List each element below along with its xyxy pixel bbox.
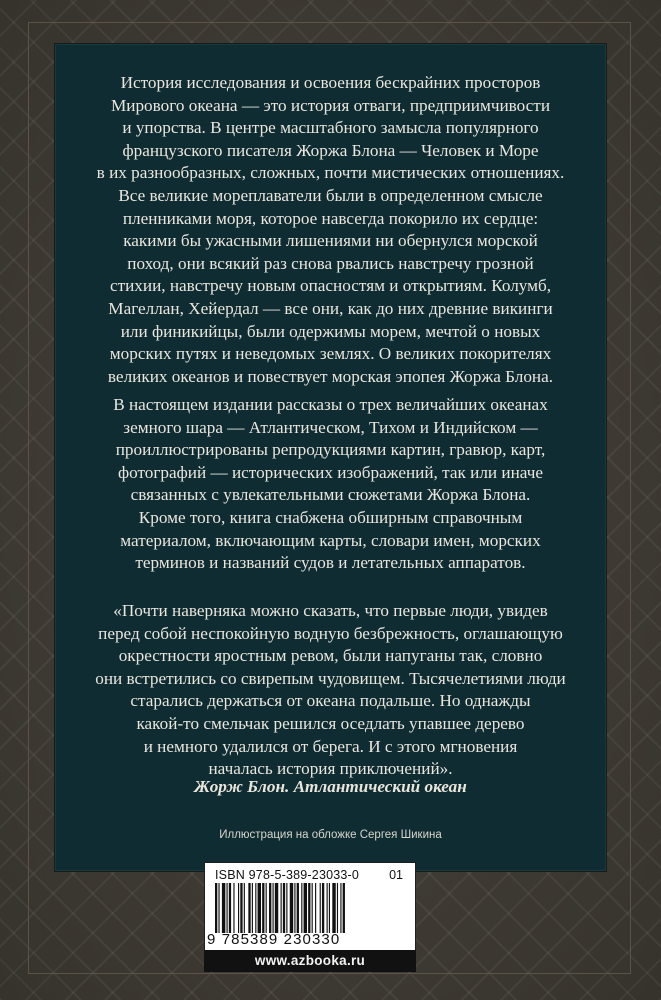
quote-line: окрестности яростным ревом, были напуганы так, словно: [118, 646, 543, 666]
barcode-bars: [215, 883, 407, 933]
paragraph-line: французского писателя Жоржа Блона — Человек и Море: [122, 140, 539, 160]
paragraph-line: земного шара — Атлантическом, Тихом и Индийском —: [123, 417, 538, 437]
paragraph-line: проиллюстрированы репродукциями картин, гравюр, карт,: [115, 440, 546, 460]
quote-line: перед собой неспокойную водную безбрежность, оглашающую: [98, 623, 563, 643]
paragraph-line: История исследования и освоения бескрайних просторов: [120, 73, 541, 92]
paragraph-line: какими бы ужасными лишениями ни обернулся морской: [123, 231, 538, 251]
book-quote: [55, 600, 606, 781]
barcode-digits: 9 785389 230330: [207, 931, 341, 948]
paragraph-line: морских путях и неведомых землях. О великих покорителях: [109, 344, 552, 364]
paragraph-line: Магеллан, Хейердал — все они, как до них древние викинги: [108, 298, 553, 318]
quote-line: они встретились со свирепым чудовищем. Тысячелетиями люди: [95, 668, 566, 688]
paragraph-line: терминов и названий судов и летательных аппаратов.: [135, 553, 526, 573]
illustration-credit: Иллюстрация на обложке Сергея Шикина: [219, 829, 442, 841]
quote-attribution: Жорж Блон. Атлантический океан: [194, 777, 467, 796]
paragraph-line: стихии, навстречу новым опасностям и открытиям. Колумб,: [109, 276, 552, 296]
paragraph-line: в их разнообразных, сложных, почти мистических отношениях.: [96, 163, 565, 183]
annotation-paragraph-2: [55, 394, 606, 575]
paragraph-line: великих океанов и повествует морская эпопея Жоржа Блона.: [107, 366, 554, 386]
publisher-website[interactable]: www.azbooka.ru: [204, 950, 416, 972]
paragraph-line: материалом, включающим карты, словари имен, морских: [120, 530, 541, 550]
annotation-paragraph-1: [55, 72, 606, 388]
quote-line: старались держаться от океана подальше. Но однажды: [130, 691, 531, 711]
paragraph-line: фотографий — исторических изображений, так или иначе: [117, 462, 544, 482]
paragraph-line: В настоящем издании рассказы о трех величайших океанах: [113, 395, 548, 414]
paragraph-line: пленниками моря, которое навсегда покорило их сердце:: [122, 208, 539, 228]
quote-line: и немного удалился от берега. И с этого мгновения: [143, 736, 518, 756]
paragraph-line: связанных с увлекательными сюжетами Жоржа Блона.: [130, 485, 531, 505]
quote-line: началась история приключений».: [208, 759, 453, 779]
paragraph-line: Кроме того, книга снабжена обширным справочным: [138, 507, 523, 527]
quote-line: какой-то смельчак решился оседлать упавшее дерево: [136, 713, 525, 733]
back-cover-text-panel: [55, 44, 606, 871]
quote-line: «Почти наверняка можно сказать, что первые люди, увидев: [113, 601, 548, 620]
paragraph-line: и упорства. В центре масштабного замысла популярного: [122, 118, 539, 138]
barcode-addon-number: 01: [389, 868, 403, 882]
paragraph-line: поход, они всякий раз снова рвались навстречу грозной: [127, 253, 534, 273]
isbn-number: ISBN 978-5-389-23033-0: [215, 868, 360, 882]
paragraph-line: Мирового океана — это история отваги, предприимчивости: [110, 95, 551, 115]
paragraph-line: Все великие мореплаватели были в определенном смысле: [118, 185, 543, 205]
paragraph-line: или финикийцы, были одержимы морем, мечтой о новых: [120, 321, 541, 341]
